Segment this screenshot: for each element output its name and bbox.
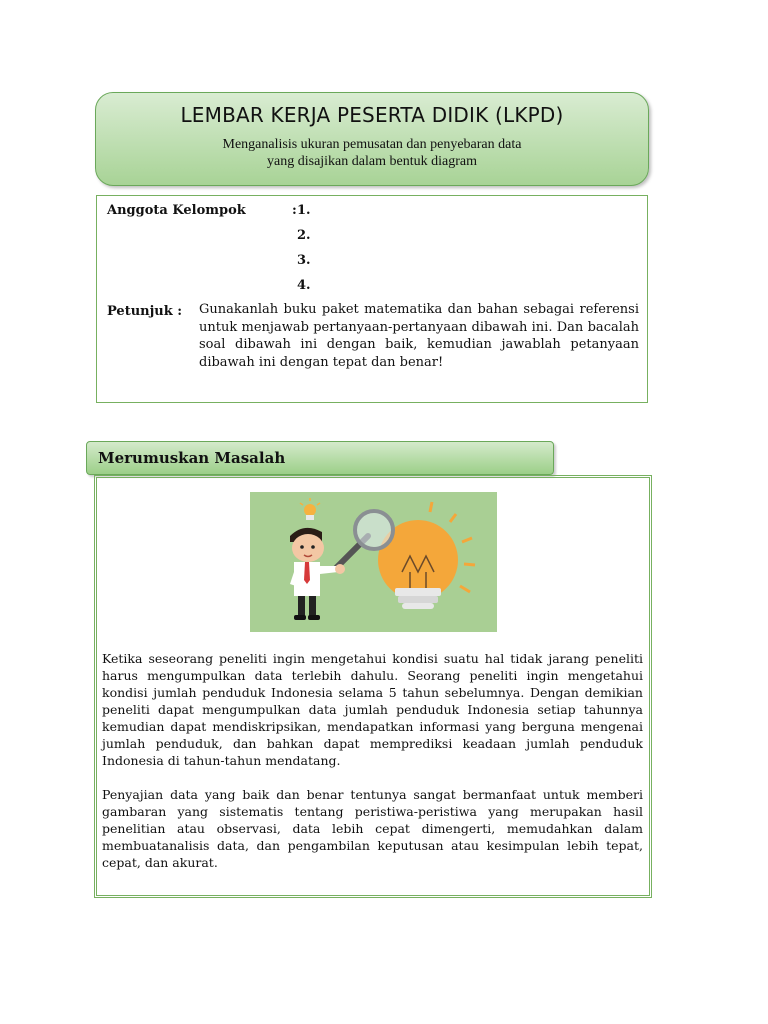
member-1: 1. bbox=[297, 203, 311, 218]
group-info-box bbox=[96, 195, 648, 403]
subtitle-line-2: yang disajikan dalam bentuk diagram bbox=[267, 154, 477, 169]
problem-content-box bbox=[94, 475, 652, 898]
paragraph-2: Penyajian data yang baik dan benar tentunya sangat bermanfaat untuk memberi gambaran yang sistematis tentang peristiwa-peristiwa yang merupakan hasil penelitian atau observasi, data lebih cepat dimengerti, memudahkan dalam membuatanalisis data, dan pengambilan keputusan atau kesimpulan lebih tepat, cepat, dan akurat. bbox=[102, 787, 643, 870]
members-label: Anggota Kelompok bbox=[107, 203, 246, 218]
member-2: 2. bbox=[297, 228, 311, 243]
instructions-text: Gunakanlah buku paket matematika dan bahan sebagai referensi untuk menjawab pertanyaan-pertanyaan dibawah ini. Dan bacalah soal dibawah ini dengan baik, kemudian jawablah petanyaan dibawah ini dengan tepat dan benar! bbox=[199, 302, 639, 370]
member-3: 3. bbox=[297, 253, 311, 268]
page-title: LEMBAR KERJA PESERTA DIDIK (LKPD) bbox=[180, 103, 564, 127]
instructions-label: Petunjuk : bbox=[107, 304, 183, 319]
subtitle-line-1: Menganalisis ukuran pemusatan dan penyebaran data bbox=[222, 137, 522, 152]
member-4: 4. bbox=[297, 278, 311, 293]
researcher-lightbulb-illustration bbox=[250, 492, 497, 632]
header-banner bbox=[95, 92, 649, 186]
section-title: Merumuskan Masalah bbox=[98, 449, 286, 467]
paragraph-1: Ketika seseorang peneliti ingin mengetahui kondisi suatu hal tidak jarang peneliti harus mengumpulkan data terlebih dahulu. Seorang peneliti ingin mengetahui kondisi jumlah penduduk Indonesia selama 5 tahun sebelumnya. Dengan demikian peneliti dapat mengumpulkan data jumlah penduduk Indonesia setiap tahunnya kemudian dapat mendiskripsikan, mendapatkan informasi yang berguna mengenai jumlah penduduk, dan bahkan dapat memprediksi keadaan jumlah penduduk Indonesia di tahun-tahun mendatang. bbox=[102, 651, 643, 768]
section-header bbox=[86, 441, 554, 475]
members-colon: : bbox=[292, 203, 297, 218]
page-subtitle bbox=[96, 136, 648, 170]
